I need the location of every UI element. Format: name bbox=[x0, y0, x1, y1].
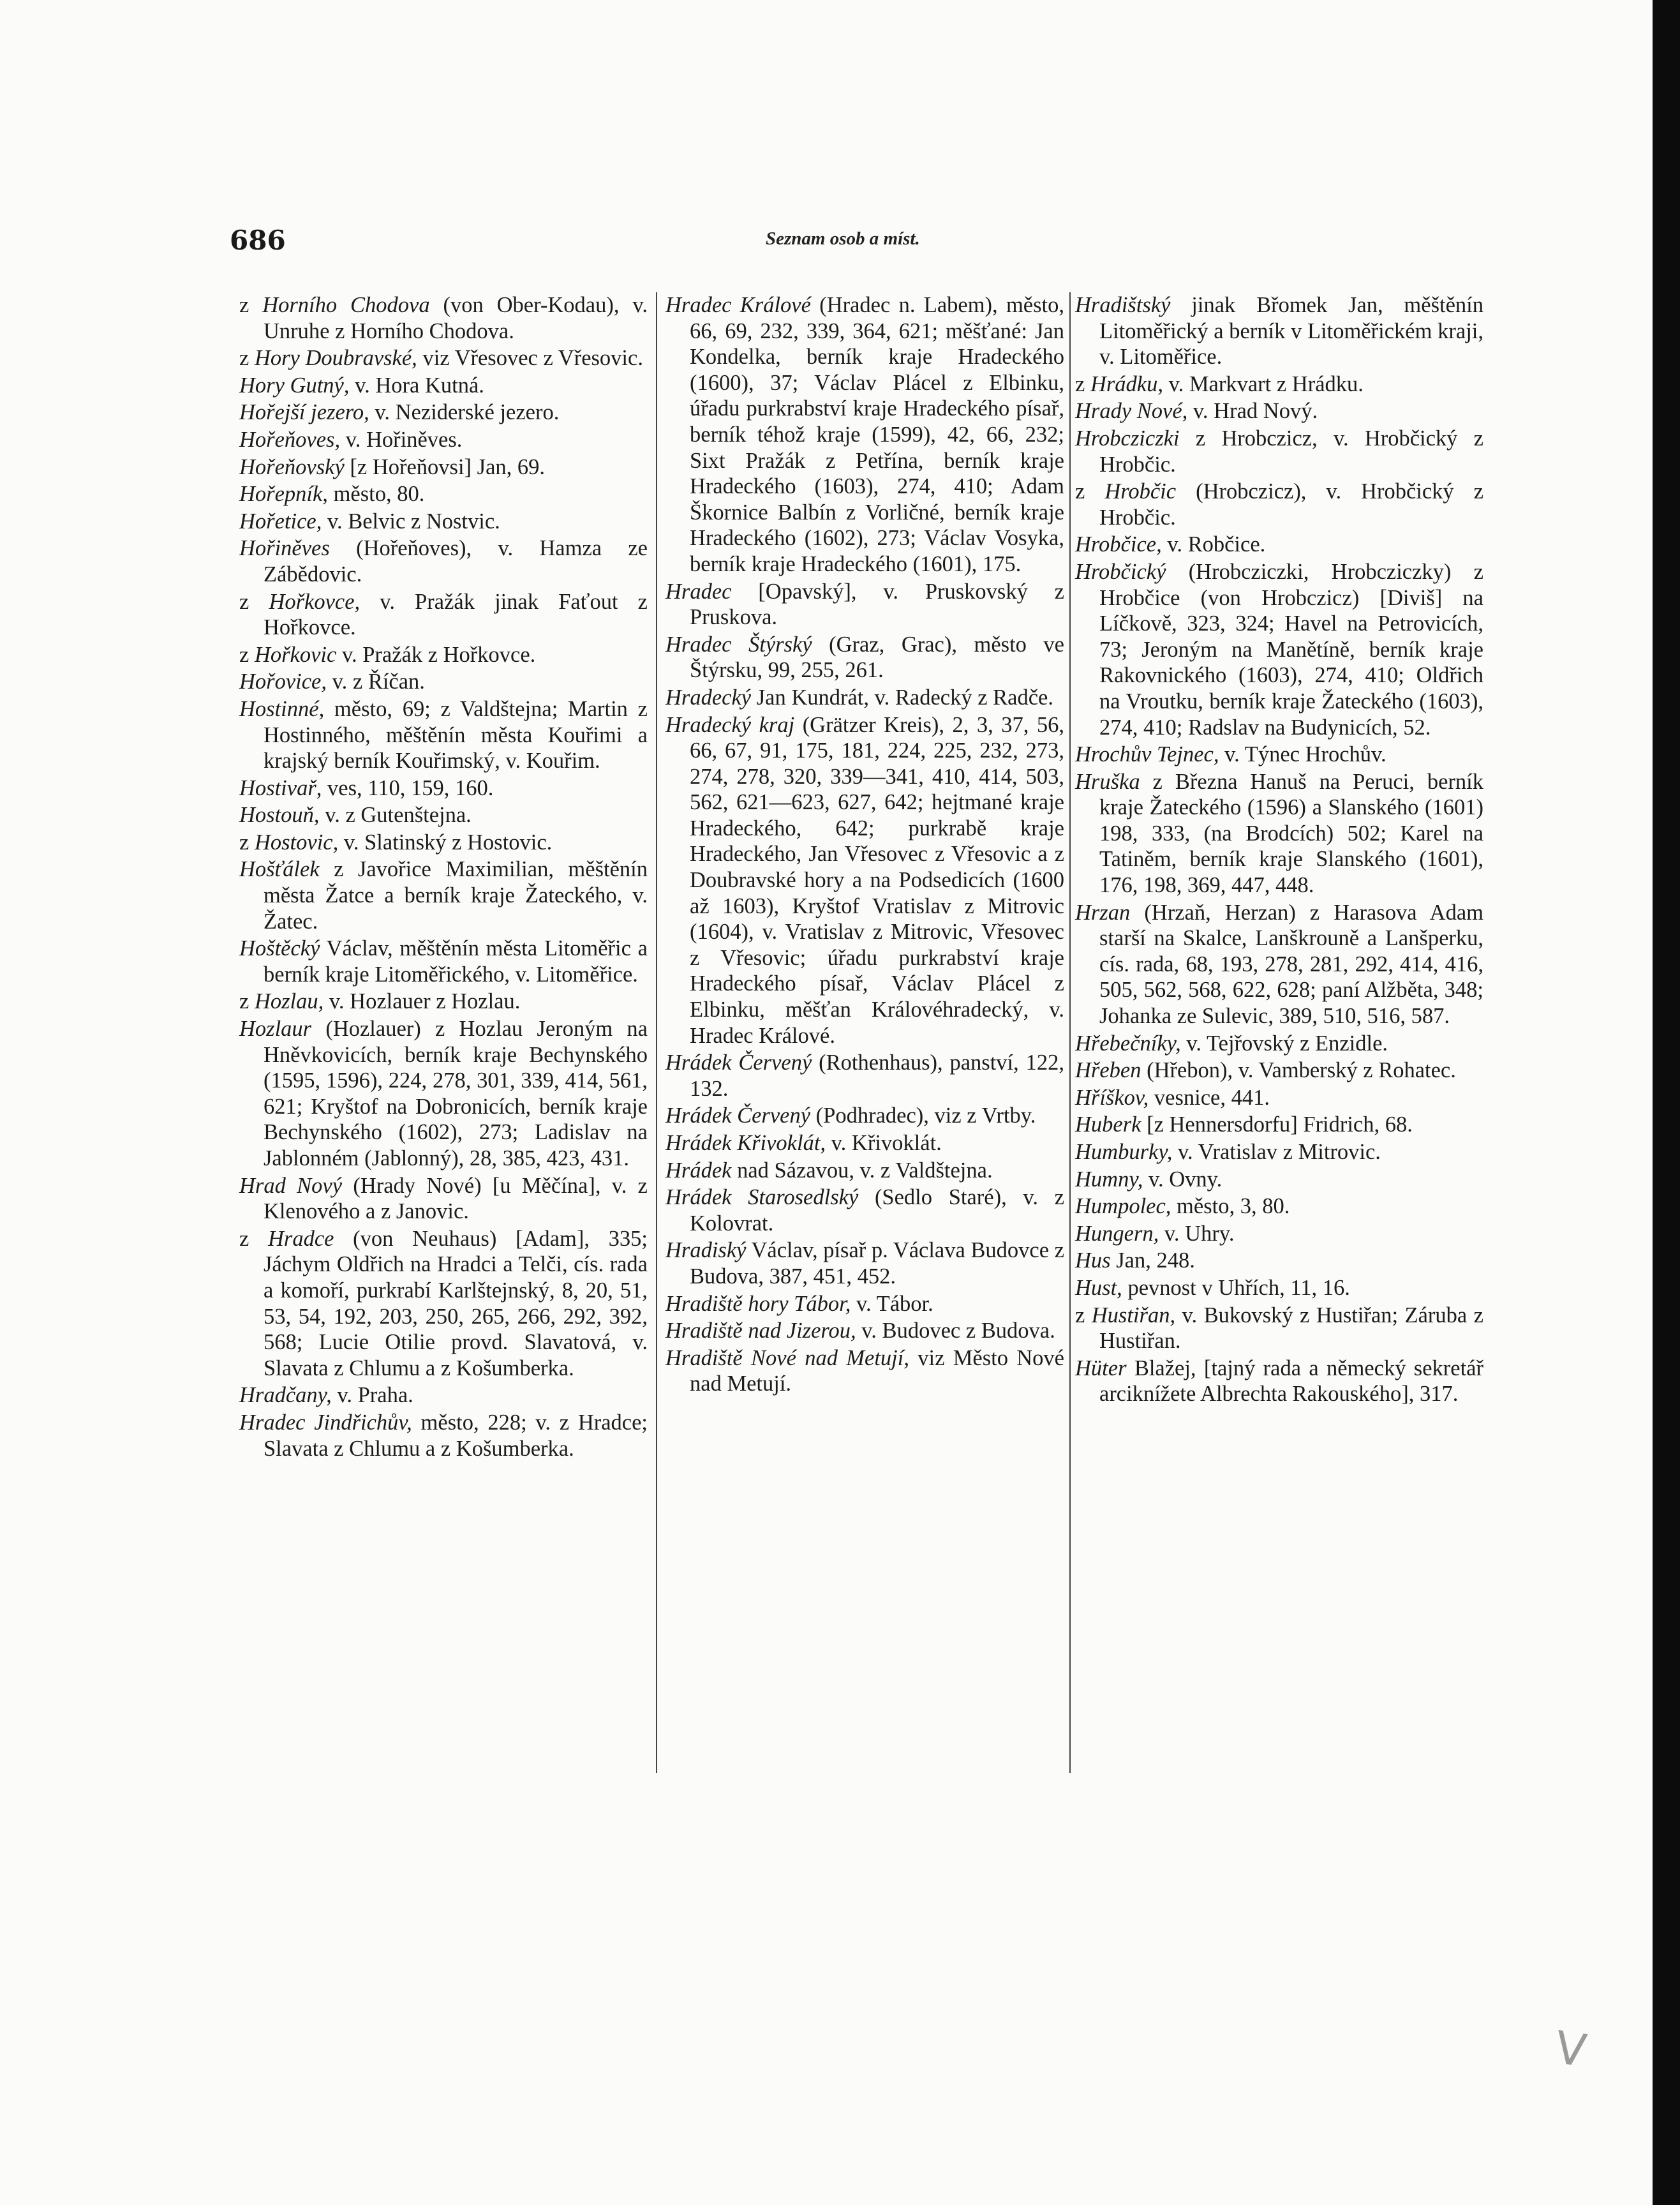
index-entry bbox=[665, 1318, 1064, 1344]
entry-headword: Hoštěcký bbox=[239, 936, 320, 961]
entry-text: (Podhradec), viz z Vrtby. bbox=[810, 1103, 1036, 1128]
entry-headword: Hořeňovský bbox=[239, 454, 345, 479]
entry-text: z Hrobczicz, v. Hrobčický z Hrobčic. bbox=[1099, 426, 1483, 477]
entry-text: ves, 110, 159, 160. bbox=[322, 775, 494, 800]
index-entry bbox=[1075, 769, 1483, 899]
entry-text: v. Slatinský z Hostovic. bbox=[338, 830, 553, 855]
entry-headword: Hrzan bbox=[1075, 900, 1131, 925]
entry-headword: Humpolec, bbox=[1075, 1194, 1171, 1219]
entry-text: město, 228; v. z Hradce; Slavata z Chlumu a z Košumberka. bbox=[264, 1410, 648, 1461]
entry-headword: Hořovice, bbox=[239, 669, 327, 694]
index-entry bbox=[665, 1158, 1064, 1184]
entry-headword: Hüter bbox=[1075, 1356, 1127, 1380]
index-entry bbox=[665, 1291, 1064, 1317]
index-entry bbox=[665, 1237, 1064, 1289]
entry-headword: Humny, bbox=[1075, 1167, 1143, 1192]
index-column-1 bbox=[239, 292, 648, 1463]
index-entry bbox=[239, 535, 648, 587]
entry-headword: Hřeben bbox=[1075, 1058, 1141, 1083]
index-entry bbox=[665, 632, 1064, 684]
index-entry bbox=[239, 292, 648, 344]
entry-text: město, 80. bbox=[327, 482, 425, 507]
index-entry bbox=[239, 1410, 648, 1461]
entry-text: město, 3, 80. bbox=[1171, 1194, 1290, 1219]
entry-text: v. Markvart z Hrádku. bbox=[1163, 371, 1364, 396]
index-entry bbox=[1075, 1112, 1483, 1138]
column-divider bbox=[1069, 292, 1071, 1773]
entry-text: v. Belvic z Nostvic. bbox=[322, 509, 500, 534]
index-entry bbox=[1075, 1221, 1483, 1247]
index-entry bbox=[239, 400, 648, 426]
index-entry bbox=[239, 642, 648, 668]
entry-headword: Huberk bbox=[1075, 1112, 1141, 1137]
entry-prefix: z bbox=[239, 989, 255, 1014]
entry-prefix: z bbox=[239, 589, 269, 614]
index-entry bbox=[1075, 292, 1483, 370]
index-entry bbox=[1075, 371, 1483, 398]
entry-prefix: z bbox=[239, 293, 263, 317]
index-entry bbox=[1075, 426, 1483, 477]
entry-headword: Hruška bbox=[1075, 769, 1140, 794]
entry-text: nad Sázavou, v. z Valdštejna. bbox=[731, 1158, 993, 1183]
entry-headword: Hrádek Červený bbox=[665, 1050, 812, 1075]
entry-text: v. z Gutenštejna. bbox=[319, 803, 472, 828]
entry-text: v. Tábor. bbox=[851, 1291, 933, 1316]
entry-headword: Hradiště nad Jizerou, bbox=[665, 1319, 856, 1343]
index-column-2 bbox=[665, 292, 1064, 1398]
entry-headword: Hradec Štýrský bbox=[665, 632, 812, 657]
index-entry bbox=[239, 1173, 648, 1225]
entry-headword: Hory Gutný, bbox=[239, 373, 350, 398]
entry-headword: Hus bbox=[1075, 1248, 1111, 1273]
index-entry bbox=[1075, 1303, 1483, 1354]
entry-headword: Hozlau, bbox=[254, 989, 324, 1014]
entry-prefix: z bbox=[239, 642, 255, 667]
scan-border bbox=[1653, 0, 1680, 2205]
entry-text: (von Neuhaus) [Adam], 335; Jáchym Oldřich na Hradci a Telči, cís. rada a komoří, purkrabí Karlštejnský, 8, 20, 51, 53, 54, 192, 203, 250, 265, 266, 292, 392, 568; Lucie Otilie provd. Slavatová, v. Slavata z Chlumu a z Košumberka. bbox=[264, 1226, 648, 1380]
entry-headword: Hrádek Křivoklát, bbox=[665, 1131, 826, 1155]
index-entry bbox=[665, 685, 1064, 711]
entry-text: (Grätzer Kreis), 2, 3, 37, 56, 66, 67, 91, 175, 181, 224, 225, 232, 273, 274, 278, 320, 339—341, 410, 414, 503, 562, 621—623, 627, 642; hejtmané kraje Hradeckého, 642; purkrabě kraje Hradeckého, Jan Vřesovec z Vřesovic a z Doubravské hory a na Podsedicích (1600 až 1603), Kryštof Vratislav z Mitrovic (1604), v. Vratislav z Mitrovic, Vřesovec z Vřesovic; úřadu purkrabství kraje Hradeckého písař, Václav Plácel z Elbinku, měšťan Královéhradecký, v. Hradec Králové. bbox=[690, 712, 1065, 1048]
index-entry bbox=[1075, 742, 1483, 768]
index-entry bbox=[665, 1345, 1064, 1397]
index-entry bbox=[1075, 900, 1483, 1029]
entry-headword: Hradecký bbox=[665, 685, 752, 710]
entry-headword: Hrobčic bbox=[1104, 479, 1177, 504]
index-entry bbox=[665, 712, 1064, 1049]
index-entry bbox=[239, 856, 648, 934]
entry-text: (Sedlo Staré), v. z Kolovrat. bbox=[690, 1185, 1064, 1236]
entry-headword: Hostovic, bbox=[254, 830, 339, 855]
index-entry bbox=[1075, 1031, 1483, 1057]
entry-text: v. Bukovský z Hustiřan; Záruba z Hustiřan. bbox=[1099, 1303, 1483, 1354]
index-entry bbox=[239, 509, 648, 535]
entry-prefix: z bbox=[239, 1226, 269, 1251]
page-number: 686 bbox=[230, 225, 286, 256]
entry-headword: Hradce bbox=[268, 1226, 334, 1251]
entry-headword: Hořkovic bbox=[254, 642, 337, 667]
index-entry bbox=[239, 1016, 648, 1172]
entry-text: (Hozlauer) z Hozlau Jeroným na Hněvkovicích, berník kraje Bechynského (1595, 1596), 224, 278, 301, 339, 414, 561, 621; Kryštof na Dobronicích, berník kraje Bechynského (1602), 273; Ladislav na Jablonném (Jablonný), 28, 385, 423, 431. bbox=[264, 1017, 648, 1170]
entry-headword: Hradiský bbox=[665, 1238, 747, 1263]
entry-headword: Hořepník, bbox=[239, 482, 328, 507]
index-entry bbox=[1075, 1085, 1483, 1111]
index-entry bbox=[239, 989, 648, 1015]
entry-text: v. Robčice. bbox=[1161, 532, 1266, 557]
entry-text: vesnice, 441. bbox=[1148, 1085, 1270, 1110]
entry-headword: Hradištský bbox=[1075, 293, 1171, 317]
entry-text: (Hradec n. Labem), město, 66, 69, 232, 339, 364, 621; měšťané: Jan Kondelka, berník kraje Hradeckého (1600), 37; Václav Plácel z Elbinku, úřadu purkrabství kraje Hradeckého písař, berník téhož kraje (1599), 42, 66, 232; Sixt Pražák z Petřína, berník kraje Hradeckého (1603), 274, 410; Adam Škornice Balbín z Vorličné, berník kraje Hradeckého (1602), 273; Václav Vosyka, berník kraje Hradeckého (1601), 175. bbox=[690, 293, 1064, 576]
entry-headword: Hozlaur bbox=[239, 1017, 312, 1042]
index-entry bbox=[239, 696, 648, 774]
entry-headword: Hradiště Nové nad Metují, bbox=[665, 1345, 909, 1370]
entry-headword: Hořejší jezero, bbox=[239, 400, 369, 425]
entry-text: [Opavský], v. Pruskovský z Pruskova. bbox=[690, 579, 1064, 630]
entry-text: (Hrzaň, Herzan) z Harasova Adam starší na Skalce, Lanškrouně a Lanšperku, cís. rada, 68, 193, 278, 281, 292, 414, 416, 505, 562, 568, 622, 628; paní Alžběta, 348; Johanka ze Sulevic, 389, 510, 516, 587. bbox=[1099, 900, 1483, 1029]
entry-headword: Hrad Nový bbox=[239, 1173, 343, 1198]
index-entry bbox=[239, 775, 648, 802]
index-entry bbox=[239, 936, 648, 987]
entry-text: v. Vratislav z Mitrovic. bbox=[1172, 1140, 1381, 1164]
entry-text: v. Neziderské jezero. bbox=[369, 400, 560, 425]
entry-text: v. Týnec Hrochův. bbox=[1219, 742, 1386, 767]
entry-text: v. Praha. bbox=[331, 1383, 413, 1408]
entry-text: (Hřebon), v. Vamberský z Rohatec. bbox=[1141, 1058, 1456, 1083]
entry-headword: Hrobcziczki bbox=[1075, 426, 1180, 451]
index-entry bbox=[665, 1050, 1064, 1102]
index-entry bbox=[239, 589, 648, 641]
index-entry bbox=[1075, 479, 1483, 530]
entry-prefix: z bbox=[1075, 371, 1090, 396]
entry-headword: Hrobčický bbox=[1075, 559, 1166, 584]
index-entry bbox=[665, 1103, 1064, 1129]
entry-text: Blažej, [tajný rada a německý sekretář arciknížete Albrechta Rakouského], 317. bbox=[1099, 1356, 1483, 1407]
entry-headword: Hradec Králové bbox=[665, 293, 811, 317]
entry-text: jinak Břomek Jan, měštěnín Litoměřický a berník v Litoměřickém kraji, v. Litoměřice. bbox=[1099, 293, 1483, 370]
entry-headword: Hrádek Starosedlský bbox=[665, 1185, 859, 1210]
index-entry bbox=[239, 454, 648, 481]
index-entry bbox=[1075, 532, 1483, 558]
entry-headword: Horního Chodova bbox=[262, 293, 430, 317]
index-entry bbox=[239, 345, 648, 371]
index-entry bbox=[239, 830, 648, 856]
running-title: Seznam osob a míst. bbox=[766, 228, 920, 249]
index-entry bbox=[239, 1226, 648, 1382]
entry-text: v. Křivoklát. bbox=[826, 1131, 942, 1155]
index-entry bbox=[239, 1382, 648, 1409]
entry-headword: Hořiněves bbox=[239, 536, 330, 561]
entry-prefix: z bbox=[1075, 479, 1105, 504]
index-entry bbox=[1075, 1058, 1483, 1084]
entry-text: (Rothenhaus), panství, 122, 132. bbox=[690, 1050, 1064, 1101]
entry-text: v. Hozlauer z Hozlau. bbox=[323, 989, 521, 1014]
entry-text: Jan Kundrát, v. Radecký z Radče. bbox=[751, 685, 1053, 710]
entry-text: (Hrobczicz), v. Hrobčický z Hrobčic. bbox=[1099, 479, 1483, 530]
entry-headword: Hradčany, bbox=[239, 1383, 332, 1408]
entry-headword: Hradecký kraj bbox=[665, 712, 795, 737]
entry-text: v. Tejřovský z Enzidle. bbox=[1180, 1031, 1388, 1056]
index-entry bbox=[239, 427, 648, 453]
entry-headword: Hust, bbox=[1075, 1275, 1122, 1300]
entry-prefix: z bbox=[239, 346, 255, 371]
entry-text: [z Hennersdorfu] Fridrich, 68. bbox=[1141, 1112, 1413, 1137]
index-entry bbox=[1075, 559, 1483, 740]
entry-text: v. z Říčan. bbox=[327, 669, 425, 694]
entry-headword: Hrádek Červený bbox=[665, 1103, 811, 1128]
index-entry bbox=[1075, 1139, 1483, 1165]
entry-headword: Hřebečníky, bbox=[1075, 1031, 1181, 1056]
entry-text: Václav, měštěnín města Litoměřic a berník kraje Litoměřického, v. Litoměřice. bbox=[264, 936, 648, 987]
entry-headword: Hrobčice, bbox=[1075, 532, 1162, 557]
entry-text: v. Hořiněves. bbox=[340, 427, 463, 452]
index-entry bbox=[239, 373, 648, 399]
entry-headword: Hrádek bbox=[665, 1158, 732, 1183]
entry-headword: Hořkovce, bbox=[269, 589, 361, 614]
entry-text: (Hrobcziczki, Hrobcziczky) z Hrobčice (von Hrobczicz) [Diviš] na Líčkově, 323, 324; Havel na Petrovicích, 73; Jeroným na Manětíně, berník kraje Rakovnického (1603), 274, 410; Oldřich na Vroutku, berník kraje Žateckého (1603), 274, 410; Radslav na Budynicích, 52. bbox=[1099, 559, 1483, 740]
entry-headword: Hungern, bbox=[1075, 1221, 1159, 1246]
entry-headword: Hořeňoves, bbox=[239, 427, 341, 452]
entry-text: [z Hořeňovsi] Jan, 69. bbox=[344, 454, 546, 479]
index-entry bbox=[665, 1185, 1064, 1236]
entry-text: z Javořice Maximilian, měštěnín města Žatce a berník kraje Žateckého, v. Žatec. bbox=[264, 857, 648, 934]
entry-headword: Hrochův Tejnec, bbox=[1075, 742, 1219, 767]
entry-headword: Hostivař, bbox=[239, 775, 322, 800]
index-entry bbox=[239, 481, 648, 507]
index-entry bbox=[1075, 1167, 1483, 1193]
entry-headword: Hradiště hory Tábor, bbox=[665, 1291, 851, 1316]
entry-text: v. Budovec z Budova. bbox=[856, 1319, 1055, 1343]
entry-headword: Hradec bbox=[665, 579, 732, 604]
column-divider bbox=[656, 292, 657, 1773]
index-entry bbox=[1075, 398, 1483, 424]
index-entry bbox=[1075, 1275, 1483, 1301]
entry-text: v. Hrad Nový. bbox=[1187, 399, 1318, 424]
entry-headword: Hradec Jindřichův, bbox=[239, 1410, 412, 1435]
entry-text: pevnost v Uhřích, 11, 16. bbox=[1122, 1275, 1350, 1300]
index-entry bbox=[239, 802, 648, 828]
entry-headword: Hošťálek bbox=[239, 857, 320, 882]
entry-text: z Března Hanuš na Peruci, berník kraje Žateckého (1596) a Slanského (1601) 198, 333, (na Brodcích) 502; Karel na Tatiněm, berník kraje Slanského (1601), 176, 198, 369, 447, 448. bbox=[1099, 769, 1483, 898]
entry-headword: Hory Doubravské, bbox=[254, 346, 417, 371]
entry-text: v. Ovny. bbox=[1143, 1167, 1223, 1192]
entry-prefix: z bbox=[239, 830, 255, 855]
entry-text: (von Ober-Kodau), v. Unruhe z Horního Chodova. bbox=[264, 293, 648, 343]
entry-text: v. Uhry. bbox=[1159, 1221, 1235, 1246]
entry-text: (Graz, Grac), město ve Štýrsku, 99, 255, 261. bbox=[690, 632, 1064, 683]
entry-text: (Hrady Nové) [u Měčína], v. z Klenového a z Janovic. bbox=[264, 1173, 648, 1224]
entry-headword: Hříškov, bbox=[1075, 1085, 1149, 1110]
index-column-3 bbox=[1075, 292, 1483, 1409]
pencil-mark: V bbox=[1552, 2021, 1590, 2077]
entry-text: v. Pražák z Hořkovce. bbox=[336, 642, 536, 667]
entry-text: v. Hora Kutná. bbox=[349, 373, 484, 398]
index-entry bbox=[1075, 1356, 1483, 1407]
entry-text: viz Vřesovec z Vřesovic. bbox=[417, 346, 643, 371]
entry-text: v. Pražák jinak Faťout z Hořkovce. bbox=[264, 589, 648, 640]
entry-headword: Humburky, bbox=[1075, 1140, 1173, 1164]
index-entry bbox=[665, 579, 1064, 631]
entry-headword: Hustiřan, bbox=[1091, 1303, 1176, 1327]
entry-headword: Hrádku, bbox=[1090, 371, 1163, 396]
index-entry bbox=[1075, 1248, 1483, 1274]
entry-prefix: z bbox=[1075, 1303, 1092, 1327]
entry-headword: Hořetice, bbox=[239, 509, 322, 534]
entry-text: Václav, písař p. Václava Budovce z Budova, 387, 451, 452. bbox=[690, 1238, 1064, 1289]
entry-headword: Hrady Nové, bbox=[1075, 399, 1188, 424]
index-entry bbox=[239, 669, 648, 695]
entry-headword: Hostouň, bbox=[239, 803, 320, 828]
index-entry bbox=[1075, 1193, 1483, 1220]
entry-text: Jan, 248. bbox=[1110, 1248, 1195, 1273]
entry-text: město, 69; z Valdštejna; Martin z Hostinného, měštěnín města Kouřimi a krajský berník Kouřimský, v. Kouřim. bbox=[264, 696, 648, 774]
entry-text: viz Město Nové nad Metují. bbox=[690, 1345, 1064, 1396]
entry-headword: Hostinné, bbox=[239, 696, 325, 721]
index-entry bbox=[665, 292, 1064, 578]
entry-text: (Hořeňoves), v. Hamza ze Zábědovic. bbox=[264, 536, 648, 587]
index-entry bbox=[665, 1130, 1064, 1156]
